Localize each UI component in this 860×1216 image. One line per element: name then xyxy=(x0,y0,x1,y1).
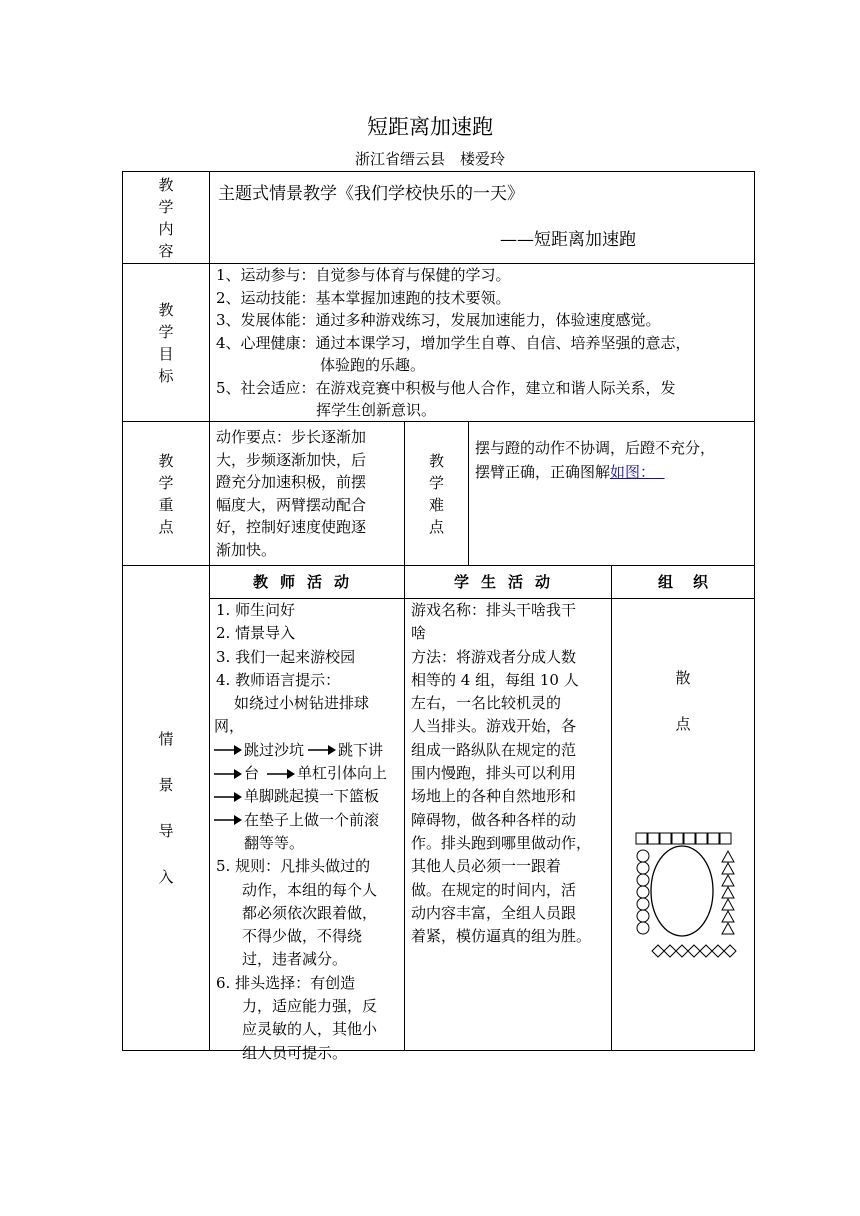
teacher-rule: 不得少做，不得绕 xyxy=(242,927,363,946)
formation-diagram xyxy=(632,831,744,965)
key-point-line: 好，控制好速度使跑逐 xyxy=(216,518,367,536)
teacher-step: 1. 师生问好 xyxy=(216,601,296,619)
student-line: 围内慢跑，排头可以利用 xyxy=(411,764,577,783)
objectives-body xyxy=(209,263,755,422)
key-point-line: 动作要点：步长逐渐加 xyxy=(216,428,367,446)
teacher-step: 2. 情景导入 xyxy=(216,624,296,643)
diagram-link[interactable]: 如图： xyxy=(610,463,656,481)
student-line: 人当排头。游戏开始，各 xyxy=(411,717,577,736)
objective-item: 5、社会适应：在游戏竞赛中积极与他人合作，建立和谐人际关系，发 xyxy=(216,378,676,397)
key-point-line: 渐加快。 xyxy=(216,540,277,559)
objective-item: 1、运动参与：自觉参与体育与保健的学习。 xyxy=(216,266,511,284)
objective-item: 体验跑的乐趣。 xyxy=(320,356,426,374)
route-row: 单脚跳起摸一下篮板 xyxy=(214,785,400,808)
key-points-body xyxy=(209,421,405,566)
key-point-line: 大，步频逐渐加快，后 xyxy=(216,450,367,469)
objective-item: 3、发展体能：通过多种游戏练习，发展加速能力，体验速度感觉。 xyxy=(216,311,661,329)
student-line: 场地上的各种自然地形和 xyxy=(411,787,577,806)
arrow-icon xyxy=(308,744,336,756)
objective-item: 挥学生创新意识。 xyxy=(316,401,437,419)
arrow-icon xyxy=(214,768,242,780)
student-line: 组成一路纵队在规定的范 xyxy=(411,740,577,759)
route-row: 跳过沙坑 跳下讲 xyxy=(214,739,400,762)
teacher-step: 翻等等。 xyxy=(244,833,305,852)
running-track xyxy=(651,846,713,936)
arrow-icon xyxy=(214,744,242,756)
student-line: 着紧，模仿逼真的组为胜。 xyxy=(411,927,592,946)
key-point-line: 幅度大，两臂摆动配合 xyxy=(216,495,367,514)
student-line: 其他人员必须一一跟着 xyxy=(411,857,562,876)
teacher-step: 如绕过小树钻进排球 xyxy=(234,694,370,713)
student-activity-body xyxy=(404,598,612,1051)
difficulty-line: 摆臂正确，正确图解如图： xyxy=(475,463,656,481)
student-line: 方法：将游戏者分成人数 xyxy=(411,647,577,666)
teacher-select: 6. 排头选择：有创造 xyxy=(216,973,356,992)
content-body xyxy=(209,171,755,264)
teacher-select: 力，适应能力强，反 xyxy=(242,997,378,1016)
teacher-activity-body xyxy=(209,598,405,1062)
teacher-step: 4. 教师语言提示： xyxy=(216,670,341,689)
content-label: 教 学 内 容 xyxy=(122,171,210,264)
route-row: 在垫子上做一个前滚 xyxy=(214,809,400,832)
student-line: 动内容丰富，全组人员跟 xyxy=(411,903,577,922)
organization-header: 组织 xyxy=(611,565,755,599)
organization-body xyxy=(611,598,755,1051)
difficulties-label: 教 学 难 点 xyxy=(404,421,469,566)
difficulty-line: 摆与蹬的动作不协调，后蹬不充分， xyxy=(475,439,716,457)
triangle-group xyxy=(722,851,734,934)
student-line: 啥 xyxy=(411,624,427,643)
teacher-rule: 动作，本组的每个人 xyxy=(242,880,378,899)
difficulties-body xyxy=(468,421,755,566)
teacher-rule: 5. 规则：凡排头做过的 xyxy=(216,857,371,876)
student-line: 做。在规定的时间内，活 xyxy=(411,880,577,899)
teacher-rule: 过，违者减分。 xyxy=(242,950,348,969)
theme-text: 主题式情景教学《我们学校快乐的一天》 xyxy=(218,184,524,204)
student-line: 左右，一名比较机灵的 xyxy=(411,694,562,713)
author-line: 浙江省缙云县 楼爱玲 xyxy=(354,150,505,168)
teacher-select: 组人员可提示。 xyxy=(242,1043,348,1062)
objective-item: 4、心理健康：通过本课学习，增加学生自尊、自信、培养坚强的意志， xyxy=(216,333,691,352)
circle-group xyxy=(637,850,649,934)
teacher-select: 应灵敏的人，其他小 xyxy=(242,1020,378,1039)
scenario-label: 情 景 导 入 xyxy=(122,565,210,1051)
teacher-step: 3. 我们一起来游校园 xyxy=(216,647,356,666)
objective-item: 2、运动技能：基本掌握加速跑的技术要领。 xyxy=(216,288,511,307)
student-activity-header: 学生活动 xyxy=(404,565,612,599)
document-title: 短距离加速跑 xyxy=(367,115,493,139)
key-points-label: 教 学 重 点 xyxy=(122,421,210,566)
key-point-line: 蹬充分加速积极，前摆 xyxy=(216,473,367,491)
student-line: 游戏名称：排头干啥我干 xyxy=(411,601,577,619)
route-row: 台 单杠引体向上 xyxy=(214,762,400,785)
teacher-activity-header: 教师活动 xyxy=(209,565,405,599)
arrow-icon xyxy=(214,814,242,826)
arrow-icon xyxy=(267,768,295,780)
square-group xyxy=(636,833,731,844)
scatter-word: 散 xyxy=(675,669,691,687)
student-line: 作。排头跑到哪里做动作， xyxy=(411,833,592,852)
arrow-icon xyxy=(214,791,242,803)
student-line: 相等的 4 组，每组 10 人 xyxy=(411,670,579,689)
diamond-group xyxy=(652,945,736,957)
teacher-step: 网， xyxy=(214,717,245,736)
scatter-word: 点 xyxy=(675,715,691,733)
teacher-rule: 都必须依次跟着做， xyxy=(242,903,378,922)
student-line: 障碍物，做各种各样的动 xyxy=(411,810,577,829)
objectives-label: 教 学 目 标 xyxy=(122,263,210,422)
subtheme-text: ——短距离加速跑 xyxy=(500,230,636,250)
